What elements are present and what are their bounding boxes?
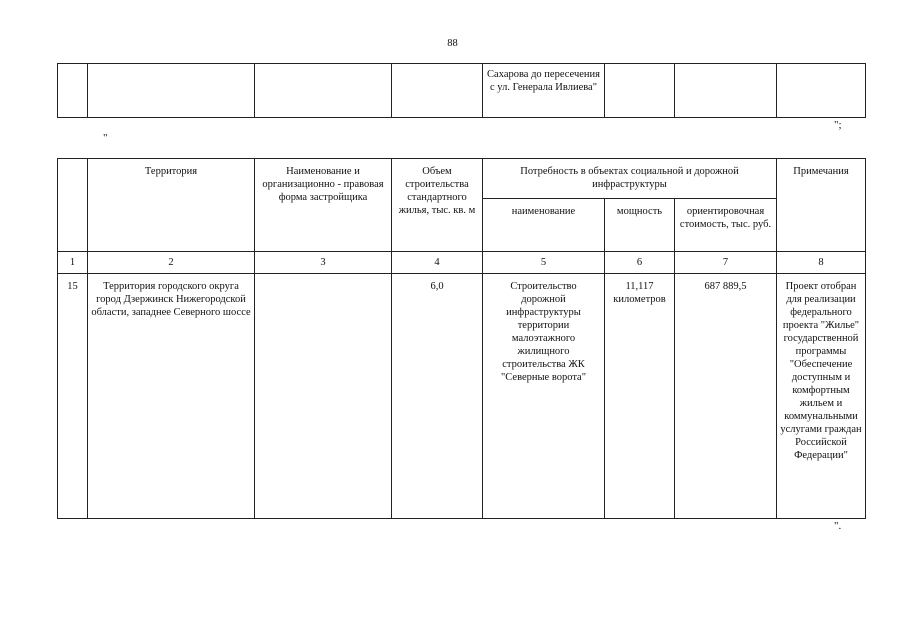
- header-needs-cost: ориентировочная стоимость, тыс. руб.: [675, 199, 777, 252]
- column-number: 3: [255, 252, 392, 274]
- row-volume: 6,0: [392, 274, 483, 519]
- column-number: 2: [88, 252, 255, 274]
- header-needs-name: наименование: [483, 199, 605, 252]
- header-territory: Территория: [88, 159, 255, 252]
- row-num: 15: [58, 274, 88, 519]
- column-number-row: [58, 252, 866, 274]
- column-number: 7: [675, 252, 777, 274]
- table-cell: [88, 64, 255, 118]
- table-cell: [777, 64, 866, 118]
- header-developer: Наименование и организационно - правовая форма застройщика: [255, 159, 392, 252]
- row-territory: Территория городского округа город Дзержинск Нижегородской области, западнее Северного шоссе: [88, 274, 255, 519]
- row-notes: Проект отобран для реализации федерального проекта "Жилье" государственной программы "Обеспечение доступным и комфортным жильем и коммунальными услугами граждан Российской Федерации": [777, 274, 866, 519]
- header-needs-capacity: мощность: [605, 199, 675, 252]
- header-needs: Потребность в объектах социальной и дорожной инфраструктуры: [483, 159, 777, 199]
- table-cell: [392, 64, 483, 118]
- closing-quote-mark: ";: [834, 119, 842, 131]
- row-cost: 687 889,5: [675, 274, 777, 519]
- table-cell: [255, 64, 392, 118]
- table-row: [58, 274, 866, 519]
- table-cell: Сахарова до пересечения с ул. Генерала Ивлиева": [483, 64, 605, 118]
- page-number: 88: [447, 38, 458, 49]
- table-row: [58, 64, 866, 118]
- column-number: 8: [777, 252, 866, 274]
- opening-quote-mark: ": [103, 132, 108, 144]
- header-notes: Примечания: [777, 159, 866, 252]
- column-number: 4: [392, 252, 483, 274]
- table-cell: [58, 64, 88, 118]
- row-developer: [255, 274, 392, 519]
- column-number: 1: [58, 252, 88, 274]
- header-num: [58, 159, 88, 252]
- infrastructure-table: [57, 158, 866, 519]
- continuation-table: [57, 63, 866, 118]
- column-number: 6: [605, 252, 675, 274]
- table-cell: [675, 64, 777, 118]
- row-capacity: 11,117 километров: [605, 274, 675, 519]
- table-cell: [605, 64, 675, 118]
- header-row: [58, 159, 866, 199]
- closing-quote-mark: ".: [834, 520, 842, 532]
- column-number: 5: [483, 252, 605, 274]
- row-name: Строительство дорожной инфраструктуры территории малоэтажного жилищного строительства ЖК "Северные ворота": [483, 274, 605, 519]
- header-volume: Объем строительства стандартного жилья, тыс. кв. м: [392, 159, 483, 252]
